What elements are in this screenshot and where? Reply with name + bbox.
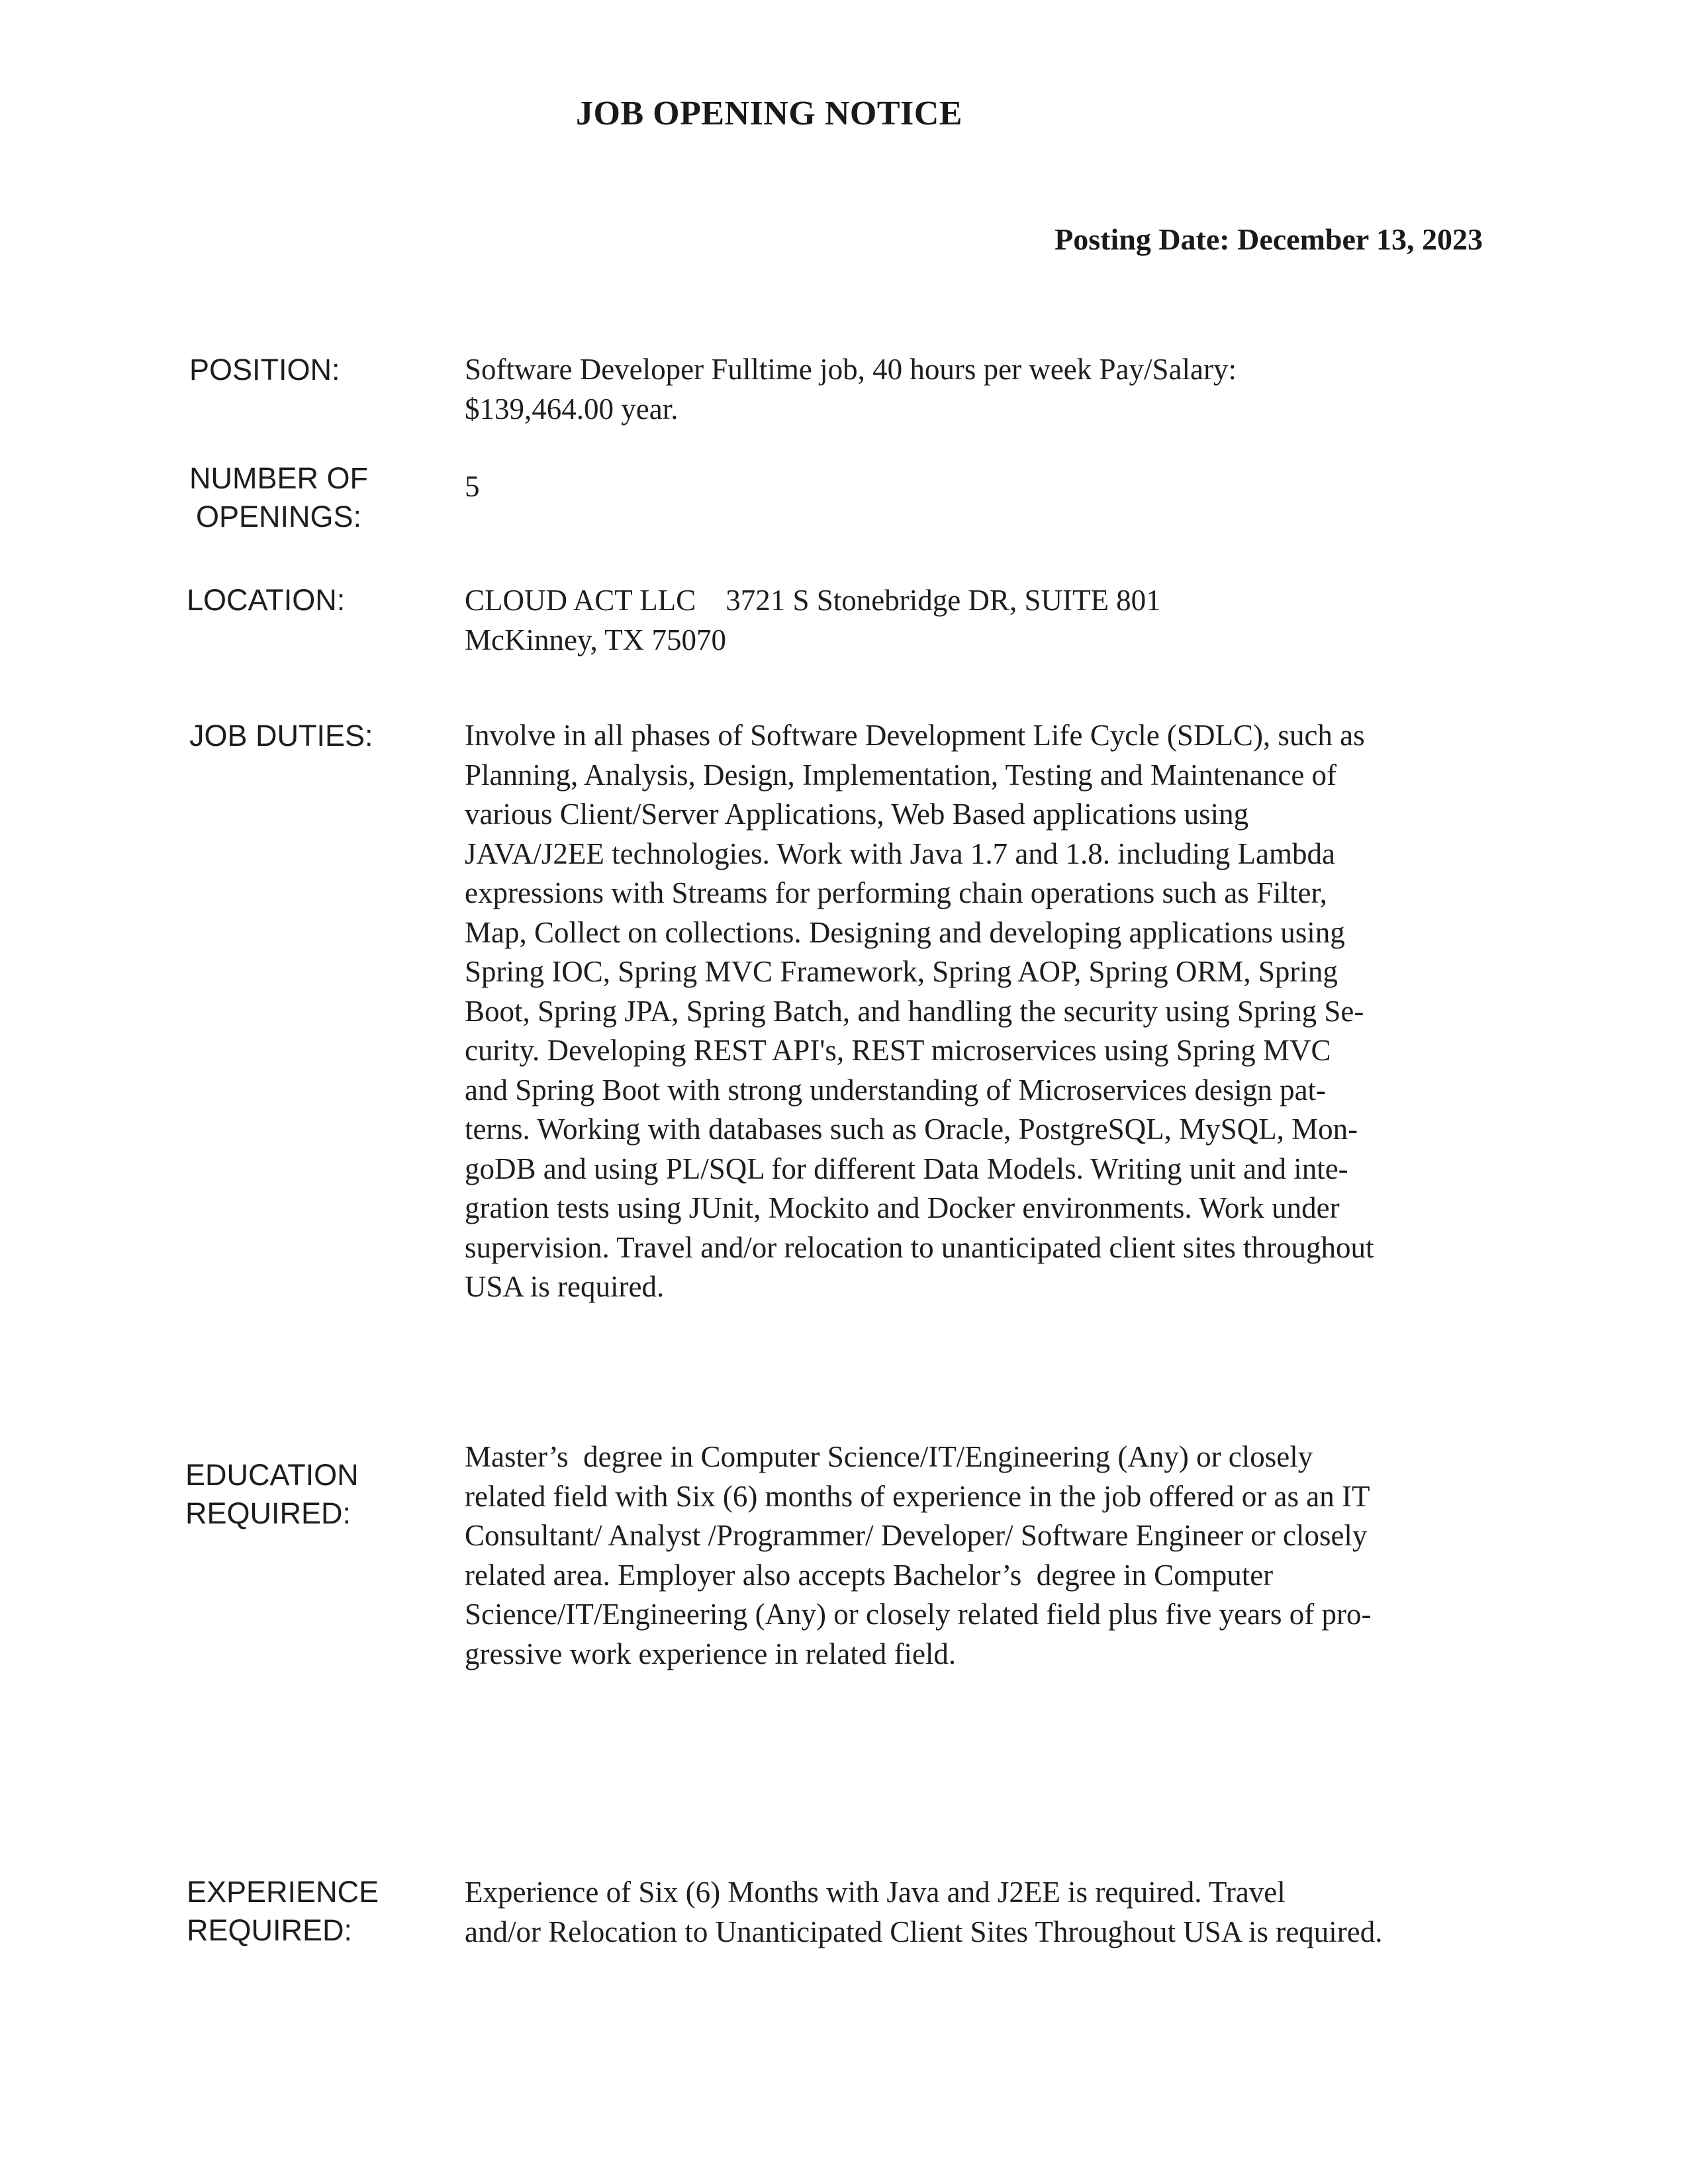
experience-label-line: EXPERIENCE [187,1875,379,1909]
job-duties-line: JAVA/J2EE technologies. Work with Java 1.7 and 1.8. including Lambda [465,837,1335,870]
education-line: Consultant/ Analyst /Programmer/ Developer/ Software Engineer or closely [465,1519,1368,1552]
openings-label-line: NUMBER OF [189,461,368,495]
education-line: gressive work experience in related field. [465,1637,957,1670]
job-duties-line: USA is required. [465,1270,665,1303]
job-duties-line: curity. Developing REST API's, REST microservices using Spring MVC [465,1034,1331,1067]
job-duties-line: Planning, Analysis, Design, Implementation, Testing and Maintenance of [465,758,1337,792]
education-label-line: REQUIRED: [185,1496,352,1530]
location-label: LOCATION: [187,583,346,617]
education-label [185,1456,359,1533]
experience-label-line: REQUIRED: [187,1913,353,1947]
posting-date: Posting Date: December 13, 2023 [1055,222,1483,256]
position-line: $139,464.00 year. [465,392,679,426]
job-duties-line: gration tests using JUnit, Mockito and Docker environments. Work under [465,1191,1340,1224]
location-value [465,581,1161,660]
job-duties-line: goDB and using PL/SQL for different Data Models. Writing unit and inte- [465,1152,1348,1185]
location-line: CLOUD ACT LLC 3721 S Stonebridge DR, SUITE 801 [465,584,1161,617]
openings-value: 5 [465,470,480,503]
education-line: related area. Employer also accepts Bachelor’s degree in Computer [465,1558,1274,1592]
job-duties-value [465,716,1374,1307]
position-value [465,350,1237,429]
location-line: McKinney, TX 75070 [465,623,726,657]
education-value [465,1437,1372,1674]
job-duties-line: Map, Collect on collections. Designing and developing applications using [465,915,1345,949]
job-duties-line: Involve in all phases of Software Development Life Cycle (SDLC), such as [465,719,1365,752]
experience-line: Experience of Six (6) Months with Java and J2EE is required. Travel [465,1876,1286,1909]
job-duties-label: JOB DUTIES: [189,719,373,752]
position-line: Software Developer Fulltime job, 40 hours per week Pay/Salary: [465,353,1237,386]
openings-label [189,459,368,536]
experience-value [465,1873,1382,1952]
job-duties-line: expressions with Streams for performing chain operations such as Filter, [465,876,1327,909]
position-label: POSITION: [189,353,340,387]
job-duties-line: terns. Working with databases such as Oracle, PostgreSQL, MySQL, Mon- [465,1113,1358,1146]
job-duties-line: various Client/Server Applications, Web Based applications using [465,797,1249,831]
job-duties-line: Spring IOC, Spring MVC Framework, Spring AOP, Spring ORM, Spring [465,955,1338,988]
education-line: Science/IT/Engineering (Any) or closely related field plus five years of pro- [465,1598,1372,1631]
job-duties-line: Boot, Spring JPA, Spring Batch, and handling the security using Spring Se- [465,994,1364,1028]
experience-label [187,1873,379,1950]
job-duties-line: and Spring Boot with strong understanding of Microservices design pat- [465,1073,1327,1107]
education-label-line: EDUCATION [185,1458,359,1492]
job-duties-line: supervision. Travel and/or relocation to unanticipated client sites throughout [465,1230,1374,1264]
openings-label-line: OPENINGS: [196,500,362,533]
education-line: related field with Six (6) months of experience in the job offered or as an IT [465,1479,1370,1513]
page-title: JOB OPENING NOTICE [576,95,962,132]
education-line: Master’s degree in Computer Science/IT/Engineering (Any) or closely [465,1440,1313,1473]
experience-line: and/or Relocation to Unanticipated Client Sites Throughout USA is required. [465,1915,1383,1948]
